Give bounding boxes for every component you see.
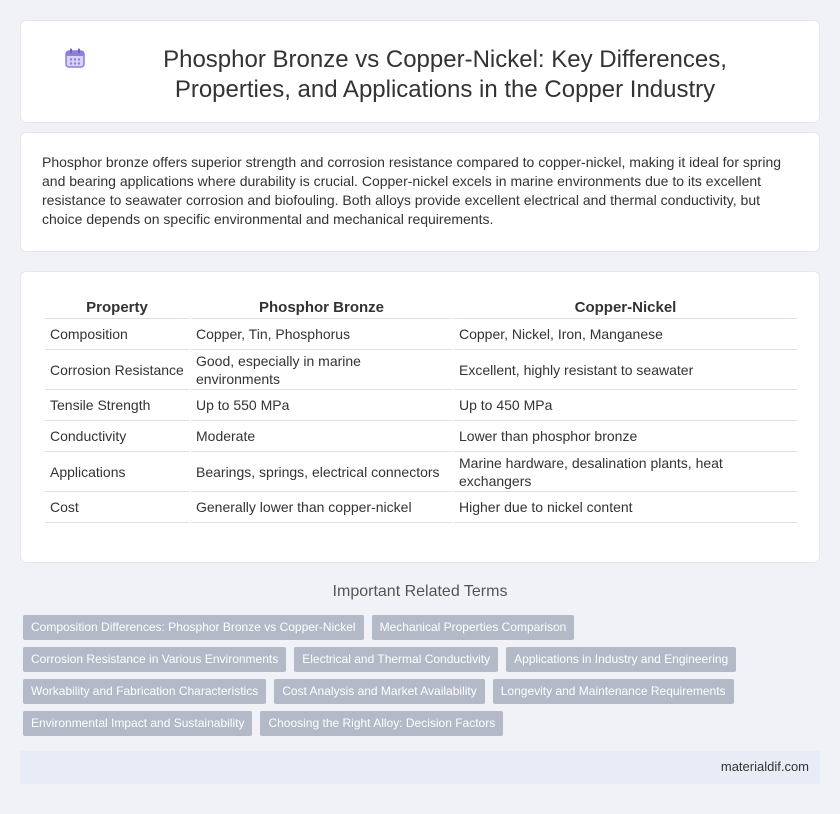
column-header: Property <box>45 296 189 319</box>
table-cell: Copper, Tin, Phosphorus <box>191 319 452 350</box>
table-cell: Marine hardware, desalination plants, heat exchangers <box>454 452 797 492</box>
table-cell: Corrosion Resistance <box>45 350 189 390</box>
table-row <box>45 452 797 492</box>
table-row <box>45 492 797 523</box>
related-term-tag[interactable]: Corrosion Resistance in Various Environments <box>23 647 286 672</box>
comparison-table-card <box>20 271 820 563</box>
related-term-tag[interactable]: Electrical and Thermal Conductivity <box>294 647 498 672</box>
table-cell: Bearings, springs, electrical connectors <box>191 452 452 492</box>
table-cell: Good, especially in marine environments <box>191 350 452 390</box>
table-cell: Tensile Strength <box>45 390 189 421</box>
related-term-tag[interactable]: Cost Analysis and Market Availability <box>274 679 485 704</box>
related-term-tag[interactable]: Choosing the Right Alloy: Decision Factors <box>260 711 503 736</box>
table-header-row <box>45 296 797 319</box>
table-row <box>45 319 797 350</box>
table-cell: Conductivity <box>45 421 189 452</box>
related-term-tag[interactable]: Longevity and Maintenance Requirements <box>493 679 734 704</box>
related-term-tag[interactable]: Mechanical Properties Comparison <box>372 615 575 640</box>
related-term-tag[interactable]: Applications in Industry and Engineering <box>506 647 736 672</box>
table-row <box>45 390 797 421</box>
summary-text: Phosphor bronze offers superior strength and corrosion resistance compared to copper-nickel, making it ideal for spring and bearing applications where durability is crucial. Copper-nickel excels in marine environments due to its excellent resistance to seawater corrosion and biofouling. Both alloys provide excellent electrical and thermal conductivity, but choice depends on specific environmental and mechanical requirements. <box>42 154 782 227</box>
related-term-tag[interactable]: Composition Differences: Phosphor Bronze vs Copper-Nickel <box>23 615 364 640</box>
footer-site-link[interactable]: materialdif.com <box>720 759 809 774</box>
summary-card <box>20 132 820 252</box>
table-cell: Up to 550 MPa <box>191 390 452 421</box>
table-cell: Lower than phosphor bronze <box>454 421 797 452</box>
table-cell: Excellent, highly resistant to seawater <box>454 350 797 390</box>
page-title-text: Phosphor Bronze vs Copper-Nickel: Key Differences, Properties, and Applications in the Copper Industry <box>163 46 727 103</box>
table-cell: Cost <box>45 492 189 523</box>
table-cell: Up to 450 MPa <box>454 390 797 421</box>
table-cell: Moderate <box>191 421 452 452</box>
table-cell: Higher due to nickel content <box>454 492 797 523</box>
column-header: Phosphor Bronze <box>191 296 452 319</box>
related-term-tag[interactable]: Environmental Impact and Sustainability <box>23 711 252 736</box>
related-terms-list <box>23 615 813 743</box>
footer <box>20 751 820 784</box>
header-card <box>20 20 820 123</box>
table-cell: Composition <box>45 319 189 350</box>
table-cell: Applications <box>45 452 189 492</box>
page-title <box>21 45 819 105</box>
table-cell: Copper, Nickel, Iron, Manganese <box>454 319 797 350</box>
table-row <box>45 350 797 390</box>
comparison-table <box>43 296 799 523</box>
related-terms-heading: Important Related Terms <box>332 583 508 600</box>
table-cell: Generally lower than copper-nickel <box>191 492 452 523</box>
column-header: Copper-Nickel <box>454 296 797 319</box>
table-row <box>45 421 797 452</box>
related-term-tag[interactable]: Workability and Fabrication Characteristics <box>23 679 266 704</box>
